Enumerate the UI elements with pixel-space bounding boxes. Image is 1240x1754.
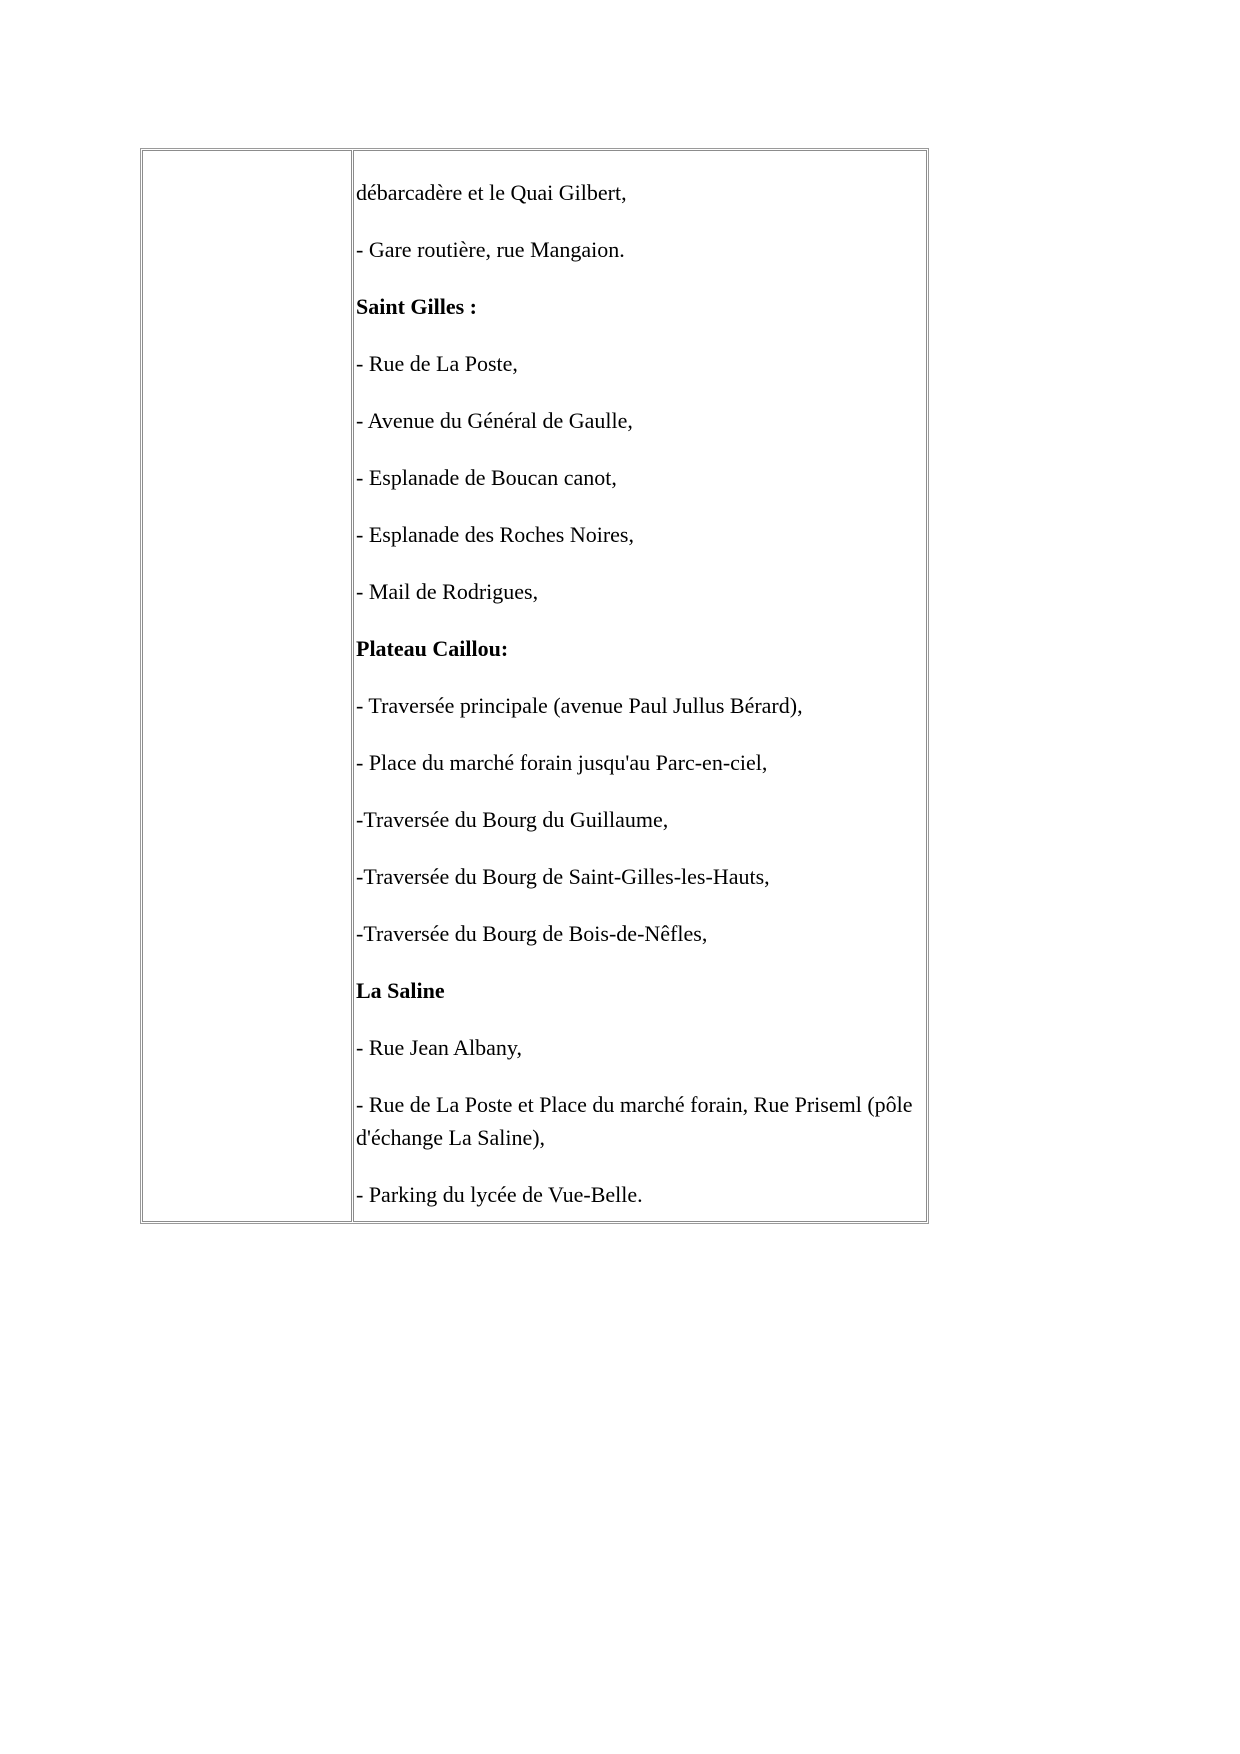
location-paragraph: - Mail de Rodrigues, [356,579,539,604]
location-paragraph: -Traversée du Bourg du Guillaume, [356,807,669,832]
location-paragraph: -Traversée du Bourg de Saint-Gilles-les-Hauts, [356,864,770,889]
location-paragraph: Saint Gilles : [356,294,478,319]
locations-table [140,148,929,1224]
location-paragraph: - Rue de La Poste, [356,351,518,376]
locations-text [356,176,924,1211]
location-paragraph: - Traversée principale (avenue Paul Jullus Bérard), [356,693,803,718]
location-paragraph: - Rue Jean Albany, [356,1035,522,1060]
location-paragraph: Plateau Caillou: [356,636,509,661]
location-paragraph: - Place du marché forain jusqu'au Parc-en-ciel, [356,750,768,775]
location-paragraph: -Traversée du Bourg de Bois-de-Nêfles, [356,921,708,946]
table-cell-right [353,150,927,1222]
location-paragraph: La Saline [356,978,445,1003]
location-paragraph: - Gare routière, rue Mangaion. [356,237,625,262]
table-cell-left-empty [142,150,352,1222]
location-paragraph: - Rue de La Poste et Place du marché forain, Rue Priseml (pôle d'échange La Saline), [356,1092,913,1150]
location-paragraph: débarcadère et le Quai Gilbert, [356,180,627,205]
location-paragraph: - Esplanade des Roches Noires, [356,522,634,547]
location-paragraph: - Esplanade de Boucan canot, [356,465,617,490]
location-paragraph: - Parking du lycée de Vue-Belle. [356,1182,643,1207]
location-paragraph: - Avenue du Général de Gaulle, [356,408,633,433]
table-row [142,150,927,1222]
